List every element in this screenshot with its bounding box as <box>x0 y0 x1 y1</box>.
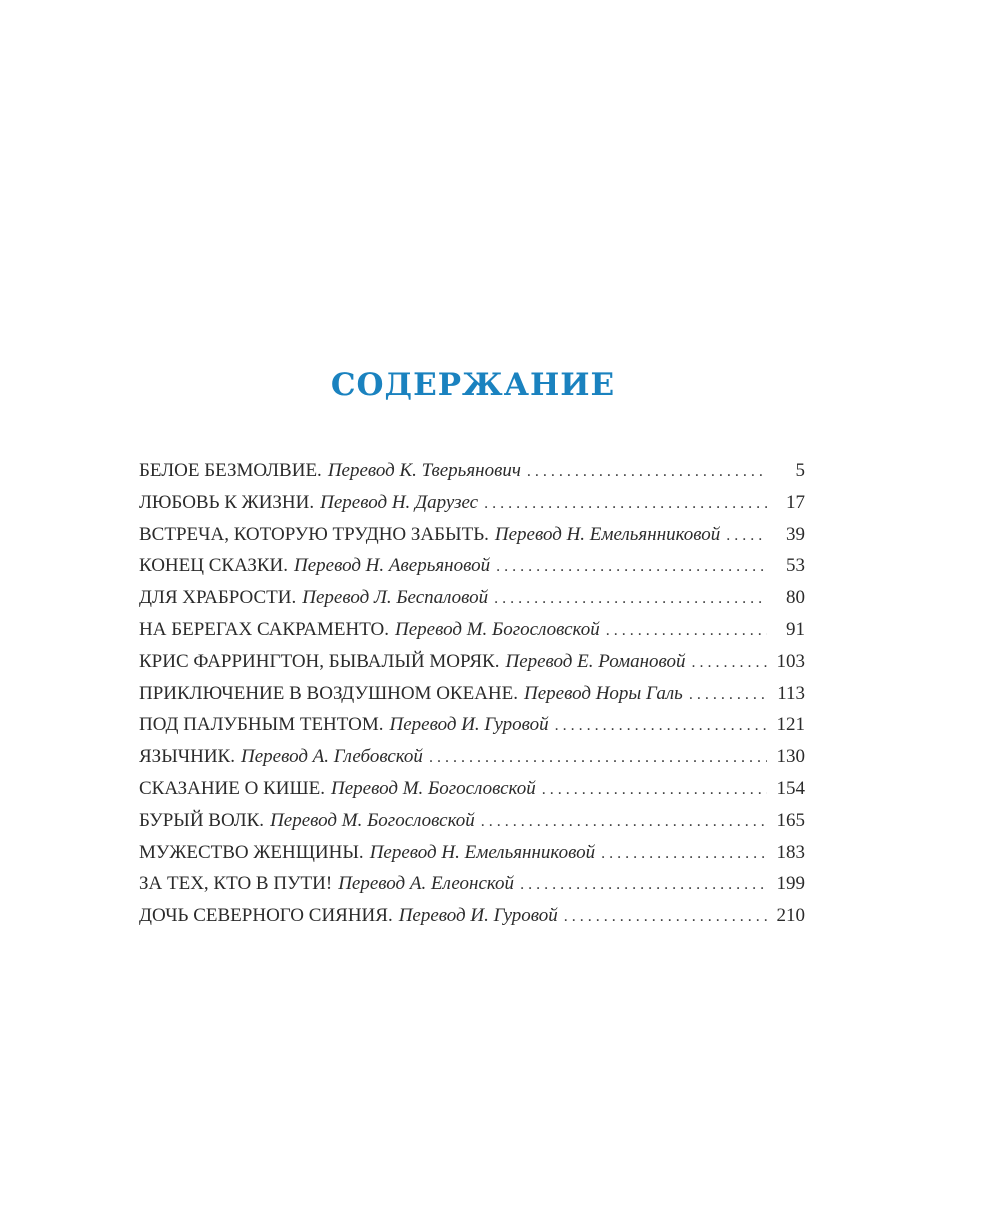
toc-entry <box>139 741 805 773</box>
toc-page-number: 121 <box>776 714 805 736</box>
toc-entry <box>139 614 805 646</box>
toc-page-number: 165 <box>776 809 805 831</box>
toc-entry <box>139 868 805 900</box>
toc-translator: Перевод К. Тверьянович <box>327 460 521 481</box>
toc-entry <box>139 455 805 487</box>
toc-page-number: 183 <box>776 841 805 863</box>
toc-page-number: 210 <box>776 905 805 927</box>
toc-page-number: 199 <box>776 873 805 895</box>
toc-story-title: НА БЕРЕГАХ САКРАМЕНТО. <box>139 618 390 640</box>
toc-story-title: КОНЕЦ СКАЗКИ. <box>139 555 288 577</box>
toc-page-number: 154 <box>776 777 805 799</box>
toc-entry <box>139 773 805 805</box>
toc-page-number: 39 <box>786 523 805 545</box>
toc-entry <box>139 550 805 582</box>
toc-translator: Перевод Н. Дарузес <box>320 491 479 513</box>
toc-story-title: МУЖЕСТВО ЖЕНЩИНЫ. <box>139 841 364 863</box>
toc-dot-leader <box>692 647 767 679</box>
toc-entry <box>139 805 805 837</box>
toc-page-number: 5 <box>795 460 805 481</box>
toc-entry <box>139 519 805 551</box>
toc-translator: Перевод И. Гуровой <box>389 714 549 736</box>
toc-page-number: 130 <box>776 746 805 768</box>
toc-translator: Перевод А. Глебовской <box>240 746 423 768</box>
toc-entry <box>139 900 805 932</box>
toc-entry <box>139 582 805 614</box>
toc-dot-leader <box>481 806 767 838</box>
toc-translator: Перевод Н. Аверьяновой <box>293 555 491 577</box>
toc-dot-leader <box>494 583 767 615</box>
toc-dot-leader <box>520 869 767 901</box>
toc-entry <box>139 646 805 678</box>
toc-translator: Перевод А. Елеонской <box>338 873 515 895</box>
toc-story-title: ЛЮБОВЬ К ЖИЗНИ. <box>139 491 315 513</box>
toc-page-number: 17 <box>786 491 805 513</box>
toc-list <box>139 455 805 932</box>
toc-translator: Перевод М. Богословской <box>395 618 600 640</box>
toc-story-title: БУРЫЙ ВОЛК. <box>139 809 265 831</box>
toc-dot-leader <box>689 679 767 711</box>
toc-translator: Перевод И. Гуровой <box>398 905 558 927</box>
toc-dot-leader <box>542 774 767 806</box>
toc-story-title: СКАЗАНИЕ О КИШЕ. <box>139 777 326 799</box>
toc-story-title: ДЛЯ ХРАБРОСТИ. <box>139 587 297 609</box>
toc-dot-leader <box>601 838 767 870</box>
toc-dot-leader <box>429 742 767 774</box>
toc-translator: Перевод Л. Беспаловой <box>302 587 489 609</box>
toc-page-number: 91 <box>786 618 805 640</box>
toc-entry <box>139 709 805 741</box>
toc-story-title: ЯЗЫЧНИК. <box>139 746 235 768</box>
toc-story-title: КРИС ФАРРИНГТОН, БЫВАЛЫЙ МОРЯК. <box>139 650 500 672</box>
toc-translator: Перевод М. Богословской <box>270 809 475 831</box>
toc-translator: Перевод Н. Емельянниковой <box>494 523 721 545</box>
toc-translator: Перевод Норы Галь <box>524 682 683 704</box>
toc-dot-leader <box>606 615 767 647</box>
toc-page-number: 103 <box>776 650 805 672</box>
toc-entry <box>139 837 805 869</box>
toc-dot-leader <box>726 520 767 552</box>
toc-translator: Перевод Е. Романовой <box>505 650 686 672</box>
toc-story-title: ДОЧЬ СЕВЕРНОГО СИЯНИЯ. <box>139 905 393 927</box>
toc-story-title: ЗА ТЕХ, КТО В ПУТИ! <box>139 873 333 895</box>
toc-title: СОДЕРЖАНИЕ <box>330 367 616 403</box>
toc-dot-leader <box>484 488 767 520</box>
toc-translator: Перевод Н. Емельянниковой <box>369 841 596 863</box>
toc-dot-leader <box>564 901 767 933</box>
toc-story-title: ПРИКЛЮЧЕНИЕ В ВОЗДУШНОМ ОКЕАНЕ. <box>139 682 518 704</box>
toc-dot-leader <box>496 551 767 583</box>
toc-entry <box>139 487 805 519</box>
toc-translator: Перевод М. Богословской <box>331 777 536 799</box>
toc-dot-leader <box>527 456 767 488</box>
toc-story-title: ВСТРЕЧА, КОТОРУЮ ТРУДНО ЗАБЫТЬ. <box>139 523 489 545</box>
toc-entry <box>139 678 805 710</box>
toc-page-number: 53 <box>786 555 805 577</box>
toc-dot-leader <box>555 710 767 742</box>
toc-page-number: 113 <box>777 682 805 704</box>
toc-page-number: 80 <box>786 587 805 609</box>
toc-story-title: ПОД ПАЛУБНЫМ ТЕНТОМ. <box>139 714 384 736</box>
toc-story-title: БЕЛОЕ БЕЗМОЛВИЕ. <box>139 460 322 481</box>
